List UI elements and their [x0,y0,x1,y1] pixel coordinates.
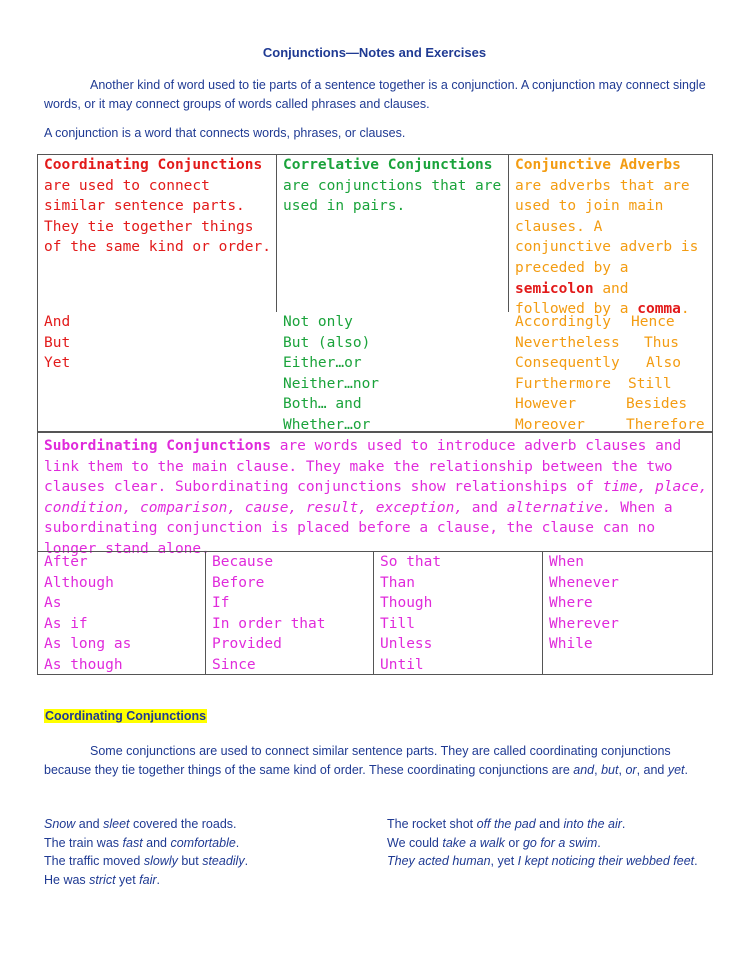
intro-paragraph: Another kind of word used to tie parts of a sentence together is a conjunction. A conjunction may connect single words, or it may connect groups of words called phrases and clauses. [44,78,706,111]
list-item: Whether…or [283,416,371,433]
sub-divider-1 [205,551,206,675]
list-item: Not only [283,314,353,330]
list-item: Where [549,595,593,612]
list-item: Though [380,595,433,612]
example-text: but [177,854,203,868]
example-emphasis: They acted human [387,854,491,868]
list-and: and [643,763,665,777]
example-sentence [387,834,698,853]
list-item: After [44,554,88,570]
example-text: and [142,835,171,850]
list-item: Thus [644,334,679,351]
page-title: Conjunctions—Notes and Exercises [262,45,487,60]
list-item: As though [44,656,123,673]
example-text: and [535,817,564,831]
example-text: The traffic moved [44,854,144,868]
example-emphasis: go for a swim [522,835,598,850]
list-item: Neither…nor [283,375,380,392]
example-emphasis: slowly [143,854,178,868]
list-item: Provided [212,636,282,653]
list-item: But [44,334,71,351]
conjunctive-header: Conjunctive Adverbs [515,157,681,173]
coordinating-desc: are used to connect similar sentence parts. They tie together things of the same kind or order. [44,177,271,256]
coordinating-list [44,312,70,374]
sub-divider-3 [542,551,543,675]
list-item: Nevertheless [515,334,620,351]
example-text: or [504,835,523,850]
example-emphasis: Snow [44,817,76,831]
list-item: Hence [631,314,675,330]
relationship-last: alternative. [506,499,612,516]
list-item: Also [646,355,681,372]
example-emphasis: off the pad [476,817,536,831]
list-item: Unless [380,636,433,653]
section-heading: Coordinating Conjunctions [45,709,207,723]
list-item: Therefore [626,416,705,433]
example-text: and [75,817,104,831]
list-item: Than [380,574,415,591]
example-emphasis: strict [89,872,116,887]
example-sentence [387,815,698,834]
example-text: yet [115,872,140,887]
example-text: The rocket shot [387,817,477,831]
comma-word: comma [637,301,681,318]
sub-divider-2 [373,551,374,675]
example-emphasis: fair [139,872,157,887]
subordinating-desc-a: are words used to introduce adverb clauses and link them to the main clause. They make the relationship between the two clauses clear. Subordinating conjunctions show relationships of [44,438,682,496]
list-item: Because [212,554,274,570]
section-body: Some conjunctions are used to connect similar sentence parts. They are called coordinating conjunctions because they tie together things of the same kind of order. These coordinating conjunctions are and, but, or, and yet. [44,744,689,777]
list-word: but [601,763,619,777]
list-item: Whenever [549,574,619,591]
sub-col-4 [549,552,619,655]
col-divider-2 [508,154,509,312]
example-sentence [44,834,248,853]
period: . [680,301,690,318]
list-item: Yet [44,355,71,372]
example-text: . [235,835,240,850]
list-item: But (also) [283,334,371,351]
subordinating-desc-b: When a subordinating conjunction is placed before a clause, the clause can no longer stand alone. [44,499,673,557]
list-item: Since [212,656,256,673]
list-item: And [44,314,71,330]
list-item: Till [380,615,415,632]
list-item: Both… and [283,396,362,413]
subordinating-cell [44,436,708,560]
list-word: or [625,763,637,777]
example-sentence [44,871,248,890]
coordinating-header: Coordinating Conjunctions [44,157,263,173]
example-sentence [44,815,248,834]
relationship-list: time, place, condition, comparison, cause, result, exception, [44,479,708,516]
example-sentence [44,852,248,871]
coordinating-cell [44,155,272,258]
list-item: In order that [212,615,326,632]
sub-col-2 [212,552,326,676]
correlative-cell [283,155,503,217]
list-word: yet [667,763,685,777]
list-item: Before [212,574,265,591]
section-body-text: Some conjunctions are used to connect similar sentence parts. They are called coordinating conjunctions because they tie together things of the same kind of order. These coordinating conjunctions are [44,744,671,777]
example-text: The train was [44,835,123,850]
subordinating-header: Subordinating Conjunctions [44,438,271,454]
list-word: and [573,763,595,777]
list-item: As long as [44,636,132,653]
list-item: If [212,595,230,612]
example-text: . [156,872,161,887]
list-item: Still [628,375,672,392]
example-text: . [694,854,698,868]
list-item: Until [380,656,424,673]
conjunctive-cell [515,155,707,320]
list-item: As [44,595,62,612]
sub-col-3 [380,552,441,676]
example-emphasis: steadily [202,854,245,868]
list-item: Wherever [549,615,619,632]
example-text: He was [44,872,90,887]
example-text: , yet [490,854,518,868]
semicolon-word: semicolon [515,280,594,297]
example-emphasis: sleet [103,817,130,831]
example-text: covered the roads. [129,817,237,831]
correlative-desc: are conjunctions that are used in pairs. [283,177,502,215]
list-item: Besides [626,396,688,413]
example-text: We could [387,835,443,850]
example-text: . [244,854,249,868]
conjunctive-list [515,312,710,436]
list-item: While [549,636,593,653]
list-item: Although [44,574,114,591]
correlative-header: Correlative Conjunctions [283,157,493,173]
example-emphasis: take a walk [442,835,505,850]
example-emphasis: into the air [563,817,622,831]
examples-left [44,815,248,889]
example-emphasis: I kept noticing their webbed feet [517,854,695,868]
correlative-list [283,312,379,436]
list-item: As if [44,615,88,632]
list-item: Consequently [515,355,620,372]
col-divider-1 [276,154,277,312]
list-item: So that [380,554,442,570]
example-emphasis: comfortable [170,835,236,850]
examples-right [387,815,698,871]
example-sentence [387,852,698,871]
list-item: When [549,554,584,570]
list-item: Either…or [283,355,362,372]
example-emphasis: fast [122,835,143,850]
example-text: . [621,817,626,831]
sub-col-1 [44,552,131,676]
list-item: Furthermore [515,375,612,392]
list-item: Accordingly [515,314,612,330]
conjunctive-desc-a: are adverbs that are used to join main clauses. A conjunctive adverb is preceded by a [515,177,699,276]
conjunctive-desc-b: and followed by a [515,280,629,318]
example-text: . [597,835,601,850]
list-item: However [515,396,577,413]
list-item: Moreover [515,416,585,433]
definition-paragraph: A conjunction is a word that connects words, phrases, or clauses. [44,126,406,140]
and-word: and [471,499,498,516]
